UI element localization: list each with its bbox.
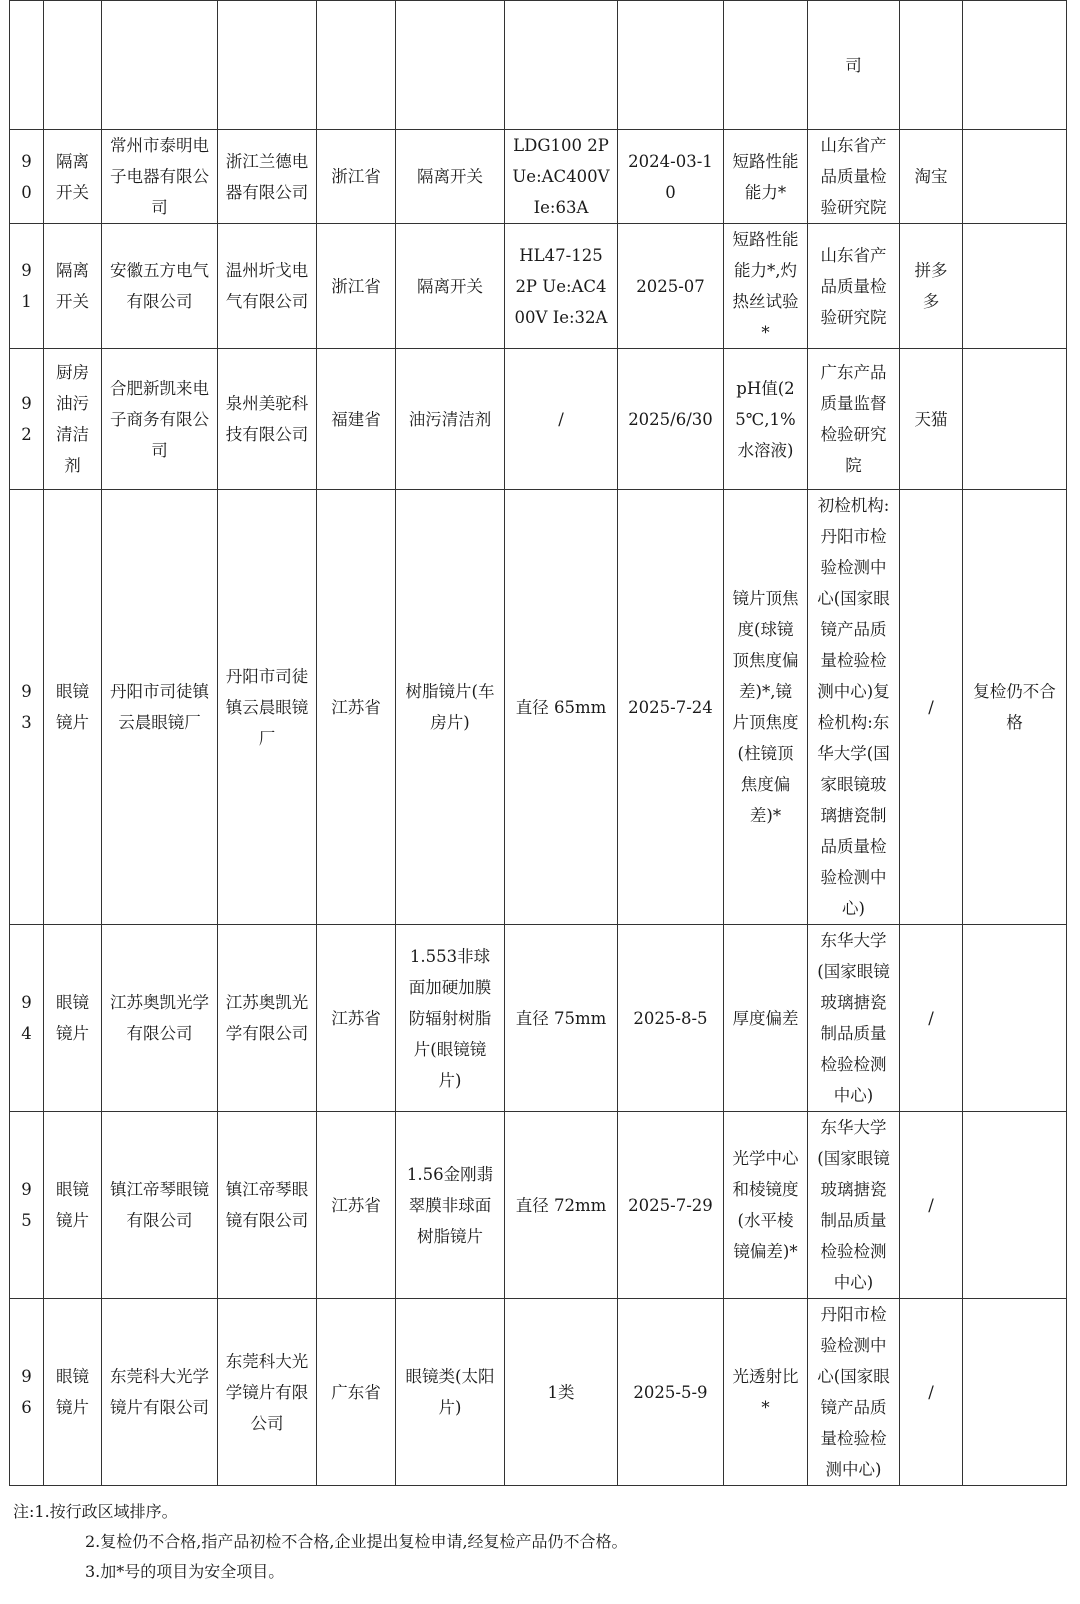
failed-item: 短路性能能力*,灼热丝试验* [724,224,808,349]
spec-model: 直径 65mm [505,490,618,925]
testing-agency: 东华大学(国家眼镜玻璃搪瓷制品质量检验检测中心) [808,1112,900,1299]
manufacturer-name: 东莞科大光学镜片有限公司 [218,1299,317,1486]
table-row [10,490,1067,925]
seller-name: 安徽五方电气有限公司 [102,224,218,349]
manufacturer-name: 浙江兰德电器有限公司 [218,130,317,224]
production-date: 2024-03-10 [618,130,724,224]
row-number: 92 [10,349,44,490]
province: 广东省 [317,1299,396,1486]
production-date: 2025-7-24 [618,490,724,925]
table-row [10,1299,1067,1486]
table-row [10,224,1067,349]
manufacturer-name: 镇江帝琴眼镜有限公司 [218,1112,317,1299]
row-number: 96 [10,1299,44,1486]
province: 浙江省 [317,130,396,224]
testing-agency: 初检机构:丹阳市检验检测中心(国家眼镜产品质量检验检测中心)复检机构:东华大学(国家眼镜玻璃搪瓷制品质量检验检测中心) [808,490,900,925]
production-date: 2025-07 [618,224,724,349]
manufacturer-name: 江苏奥凯光学有限公司 [218,925,317,1112]
product-name: 油污清洁剂 [396,349,505,490]
sales-platform: / [900,490,963,925]
table-row [10,1112,1067,1299]
testing-agency: 山东省产品质量检验研究院 [808,224,900,349]
failed-item: 镜片顶焦度(球镜顶焦度偏差)*,镜片顶焦度(柱镜顶焦度偏差)* [724,490,808,925]
spec-model: HL47-125 2P Ue:AC400V Ie:32A [505,224,618,349]
row-number: 94 [10,925,44,1112]
product-name: 树脂镜片(车房片) [396,490,505,925]
product-name: 1.553非球面加硬加膜防辐射树脂片(眼镜镜片) [396,925,505,1112]
inspection-results-table [9,0,1067,1486]
row-number: 95 [10,1112,44,1299]
production-date: 2025-5-9 [618,1299,724,1486]
manufacturer-name: 丹阳市司徒镇云晨眼镜厂 [218,490,317,925]
table-row [10,925,1067,1112]
failed-item: pH值(25℃,1%水溶液) [724,349,808,490]
production-date: 2025-7-29 [618,1112,724,1299]
sales-platform: / [900,925,963,1112]
product-category: 眼镜镜片 [44,1299,102,1486]
product-name: 隔离开关 [396,130,505,224]
failed-item: 短路性能能力* [724,130,808,224]
testing-agency: 山东省产品质量检验研究院 [808,130,900,224]
sales-platform: 拼多多 [900,224,963,349]
spec-model: LDG100 2P Ue:AC400V Ie:63A [505,130,618,224]
product-name: 1.56金刚翡翠膜非球面树脂镜片 [396,1112,505,1299]
product-name: 眼镜类(太阳片) [396,1299,505,1486]
remark [963,349,1067,490]
seller-name: 镇江帝琴眼镜有限公司 [102,1112,218,1299]
continuation-row [10,1,1067,130]
province: 福建省 [317,349,396,490]
manufacturer-name: 温州圻戈电气有限公司 [218,224,317,349]
footnotes [13,1497,1063,1587]
product-name: 隔离开关 [396,224,505,349]
tester-cell: 司 [808,1,900,130]
sales-platform: 淘宝 [900,130,963,224]
manufacturer-name: 泉州美驼科技有限公司 [218,349,317,490]
seller-name: 江苏奥凯光学有限公司 [102,925,218,1112]
remark [963,224,1067,349]
province: 浙江省 [317,224,396,349]
province: 江苏省 [317,925,396,1112]
footnote-1: 注:1.按行政区域排序。 [13,1497,1063,1527]
seller-name: 合肥新凯来电子商务有限公司 [102,349,218,490]
remark: 复检仍不合格 [963,490,1067,925]
sales-platform: 天猫 [900,349,963,490]
product-category: 眼镜镜片 [44,490,102,925]
row-number: 90 [10,130,44,224]
seller-name: 东莞科大光学镜片有限公司 [102,1299,218,1486]
table-row [10,130,1067,224]
testing-agency: 丹阳市检验检测中心(国家眼镜产品质量检验检测中心) [808,1299,900,1486]
failed-item: 光学中心和棱镜度(水平棱镜偏差)* [724,1112,808,1299]
failed-item: 光透射比* [724,1299,808,1486]
product-category: 眼镜镜片 [44,925,102,1112]
spec-model: / [505,349,618,490]
footnote-2: 2.复检仍不合格,指产品初检不合格,企业提出复检申请,经复检产品仍不合格。 [85,1532,628,1551]
footnote-3: 3.加*号的项目为安全项目。 [85,1562,285,1581]
seller-name: 丹阳市司徒镇云晨眼镜厂 [102,490,218,925]
seller-name: 常州市泰明电子电器有限公司 [102,130,218,224]
production-date: 2025/6/30 [618,349,724,490]
product-category: 厨房油污清洁剂 [44,349,102,490]
sales-platform: / [900,1112,963,1299]
remark [963,1299,1067,1486]
spec-model: 直径 75mm [505,925,618,1112]
remark [963,925,1067,1112]
row-number: 91 [10,224,44,349]
row-number: 93 [10,490,44,925]
failed-item: 厚度偏差 [724,925,808,1112]
sales-platform: / [900,1299,963,1486]
spec-model: 1类 [505,1299,618,1486]
production-date: 2025-8-5 [618,925,724,1112]
province: 江苏省 [317,490,396,925]
table-row [10,349,1067,490]
product-category: 隔离开关 [44,224,102,349]
remark [963,1112,1067,1299]
remark [963,130,1067,224]
province: 江苏省 [317,1112,396,1299]
spec-model: 直径 72mm [505,1112,618,1299]
footnote-lead: 注: [13,1502,35,1521]
product-category: 眼镜镜片 [44,1112,102,1299]
testing-agency: 广东产品质量监督检验研究院 [808,349,900,490]
testing-agency: 东华大学(国家眼镜玻璃搪瓷制品质量检验检测中心) [808,925,900,1112]
product-category: 隔离开关 [44,130,102,224]
